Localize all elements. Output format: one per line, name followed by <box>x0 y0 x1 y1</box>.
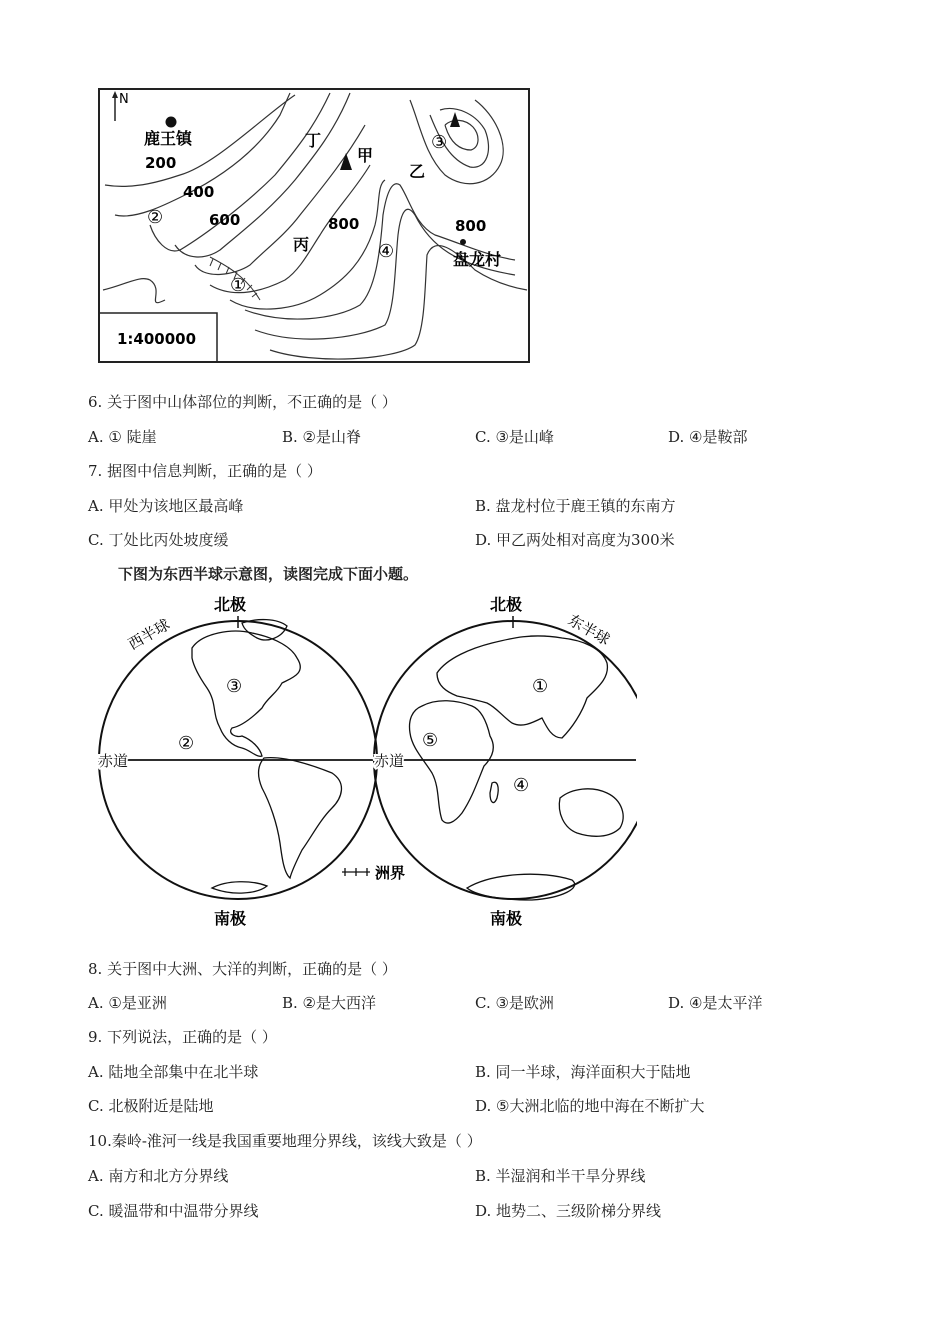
continent-boundary-legend-icon <box>342 868 370 876</box>
q9-stem: 9. 下列说法，正确的是（ ） <box>88 1028 277 1046</box>
north-label: N <box>119 92 129 107</box>
q7-option-b[interactable]: B. 盘龙村位于鹿王镇的东南方 <box>475 497 676 515</box>
north-arrow-icon <box>112 91 118 121</box>
label-ding: 丁 <box>305 131 322 150</box>
australia <box>559 789 623 836</box>
antarctica-west <box>212 882 267 893</box>
q6-option-a[interactable]: A. ① 陡崖 <box>88 428 157 446</box>
num-2: ② <box>147 207 164 228</box>
north-pole-east: 北极 <box>490 595 523 614</box>
hemi-num-3: ③ <box>226 676 243 697</box>
q7-option-d[interactable]: D. 甲乙两处相对高度为300米 <box>475 531 675 549</box>
label-yi: 乙 <box>409 162 426 181</box>
num-3: ③ <box>431 132 448 153</box>
q7-option-a[interactable]: A. 甲处为该地区最高峰 <box>88 497 244 515</box>
q9-option-c[interactable]: C. 北极附近是陆地 <box>88 1097 214 1115</box>
equator-label-east: 赤道 <box>374 752 405 770</box>
contour-label-600: 600 <box>209 211 241 229</box>
east-continents <box>410 636 624 900</box>
madagascar <box>490 782 498 802</box>
town-dot <box>166 117 177 128</box>
q8-option-d[interactable]: D. ④是太平洋 <box>668 994 763 1012</box>
q8-stem: 8. 关于图中大洲、大洋的判断，正确的是（ ） <box>88 960 397 978</box>
q7-option-c[interactable]: C. 丁处比丙处坡度缓 <box>88 531 229 549</box>
contour-label-800-a: 800 <box>328 215 360 233</box>
label-jia: 甲 <box>357 146 374 165</box>
village-dot <box>460 239 466 245</box>
south-america <box>258 758 341 878</box>
q10-option-b[interactable]: B. 半湿润和半干旱分界线 <box>475 1167 646 1185</box>
east-hemisphere-label: 东半球 <box>565 610 613 649</box>
label-bing: 丙 <box>293 235 310 254</box>
contour-label-200: 200 <box>145 154 177 172</box>
west-hemisphere-label: 西半球 <box>125 615 173 654</box>
africa <box>410 701 494 823</box>
q10-option-d[interactable]: D. 地势二、三级阶梯分界线 <box>475 1202 662 1220</box>
q8-option-b[interactable]: B. ②是大西洋 <box>282 994 377 1012</box>
hemi-num-2: ② <box>178 733 195 754</box>
legend-label: 洲界 <box>375 864 406 882</box>
q9-option-d[interactable]: D. ⑤大洲北临的地中海在不断扩大 <box>475 1097 705 1115</box>
hemi-num-4: ④ <box>513 775 530 796</box>
peak-3-icon <box>450 112 460 127</box>
contour-label-800-b: 800 <box>455 217 487 235</box>
q9-option-b[interactable]: B. 同一半球，海洋面积大于陆地 <box>475 1063 691 1081</box>
south-pole-east: 南极 <box>490 909 523 928</box>
q6-stem: 6. 关于图中山体部位的判断，不正确的是（ ） <box>88 393 397 411</box>
hemi-num-5: ⑤ <box>422 730 439 751</box>
village-label: 盘龙村 <box>453 250 502 269</box>
q9-option-a[interactable]: A. 陆地全部集中在北半球 <box>88 1063 259 1081</box>
q10-option-a[interactable]: A. 南方和北方分界线 <box>88 1167 229 1185</box>
contour-label-400: 400 <box>183 183 215 201</box>
num-1: ① <box>230 275 247 296</box>
q6-option-d[interactable]: D. ④是鞍部 <box>668 428 748 446</box>
hemisphere-map <box>92 588 637 933</box>
scale-label: 1:400000 <box>117 330 197 348</box>
hemi-num-1: ① <box>532 676 549 697</box>
q10-option-c[interactable]: C. 暖温带和中温带分界线 <box>88 1202 259 1220</box>
q7-stem: 7. 据图中信息判断，正确的是（ ） <box>88 462 322 480</box>
town-label: 鹿王镇 <box>144 129 193 148</box>
equator-label-west: 赤道 <box>98 752 129 770</box>
section-intro: 下图为东西半球示意图，读图完成下面小题。 <box>118 565 419 583</box>
west-continents <box>192 620 341 894</box>
num-4: ④ <box>378 241 395 262</box>
contour-map <box>95 85 535 367</box>
q6-option-b[interactable]: B. ②是山脊 <box>282 428 362 446</box>
north-america <box>192 631 300 756</box>
eurasia <box>437 636 607 738</box>
q10-stem: 10.秦岭-淮河一线是我国重要地理分界线，该线大致是（ ） <box>88 1132 482 1150</box>
q8-option-a[interactable]: A. ①是亚洲 <box>88 994 167 1012</box>
north-pole-west: 北极 <box>214 595 247 614</box>
q8-option-c[interactable]: C. ③是欧洲 <box>475 994 554 1012</box>
q6-option-c[interactable]: C. ③是山峰 <box>475 428 554 446</box>
south-pole-west: 南极 <box>214 909 247 928</box>
